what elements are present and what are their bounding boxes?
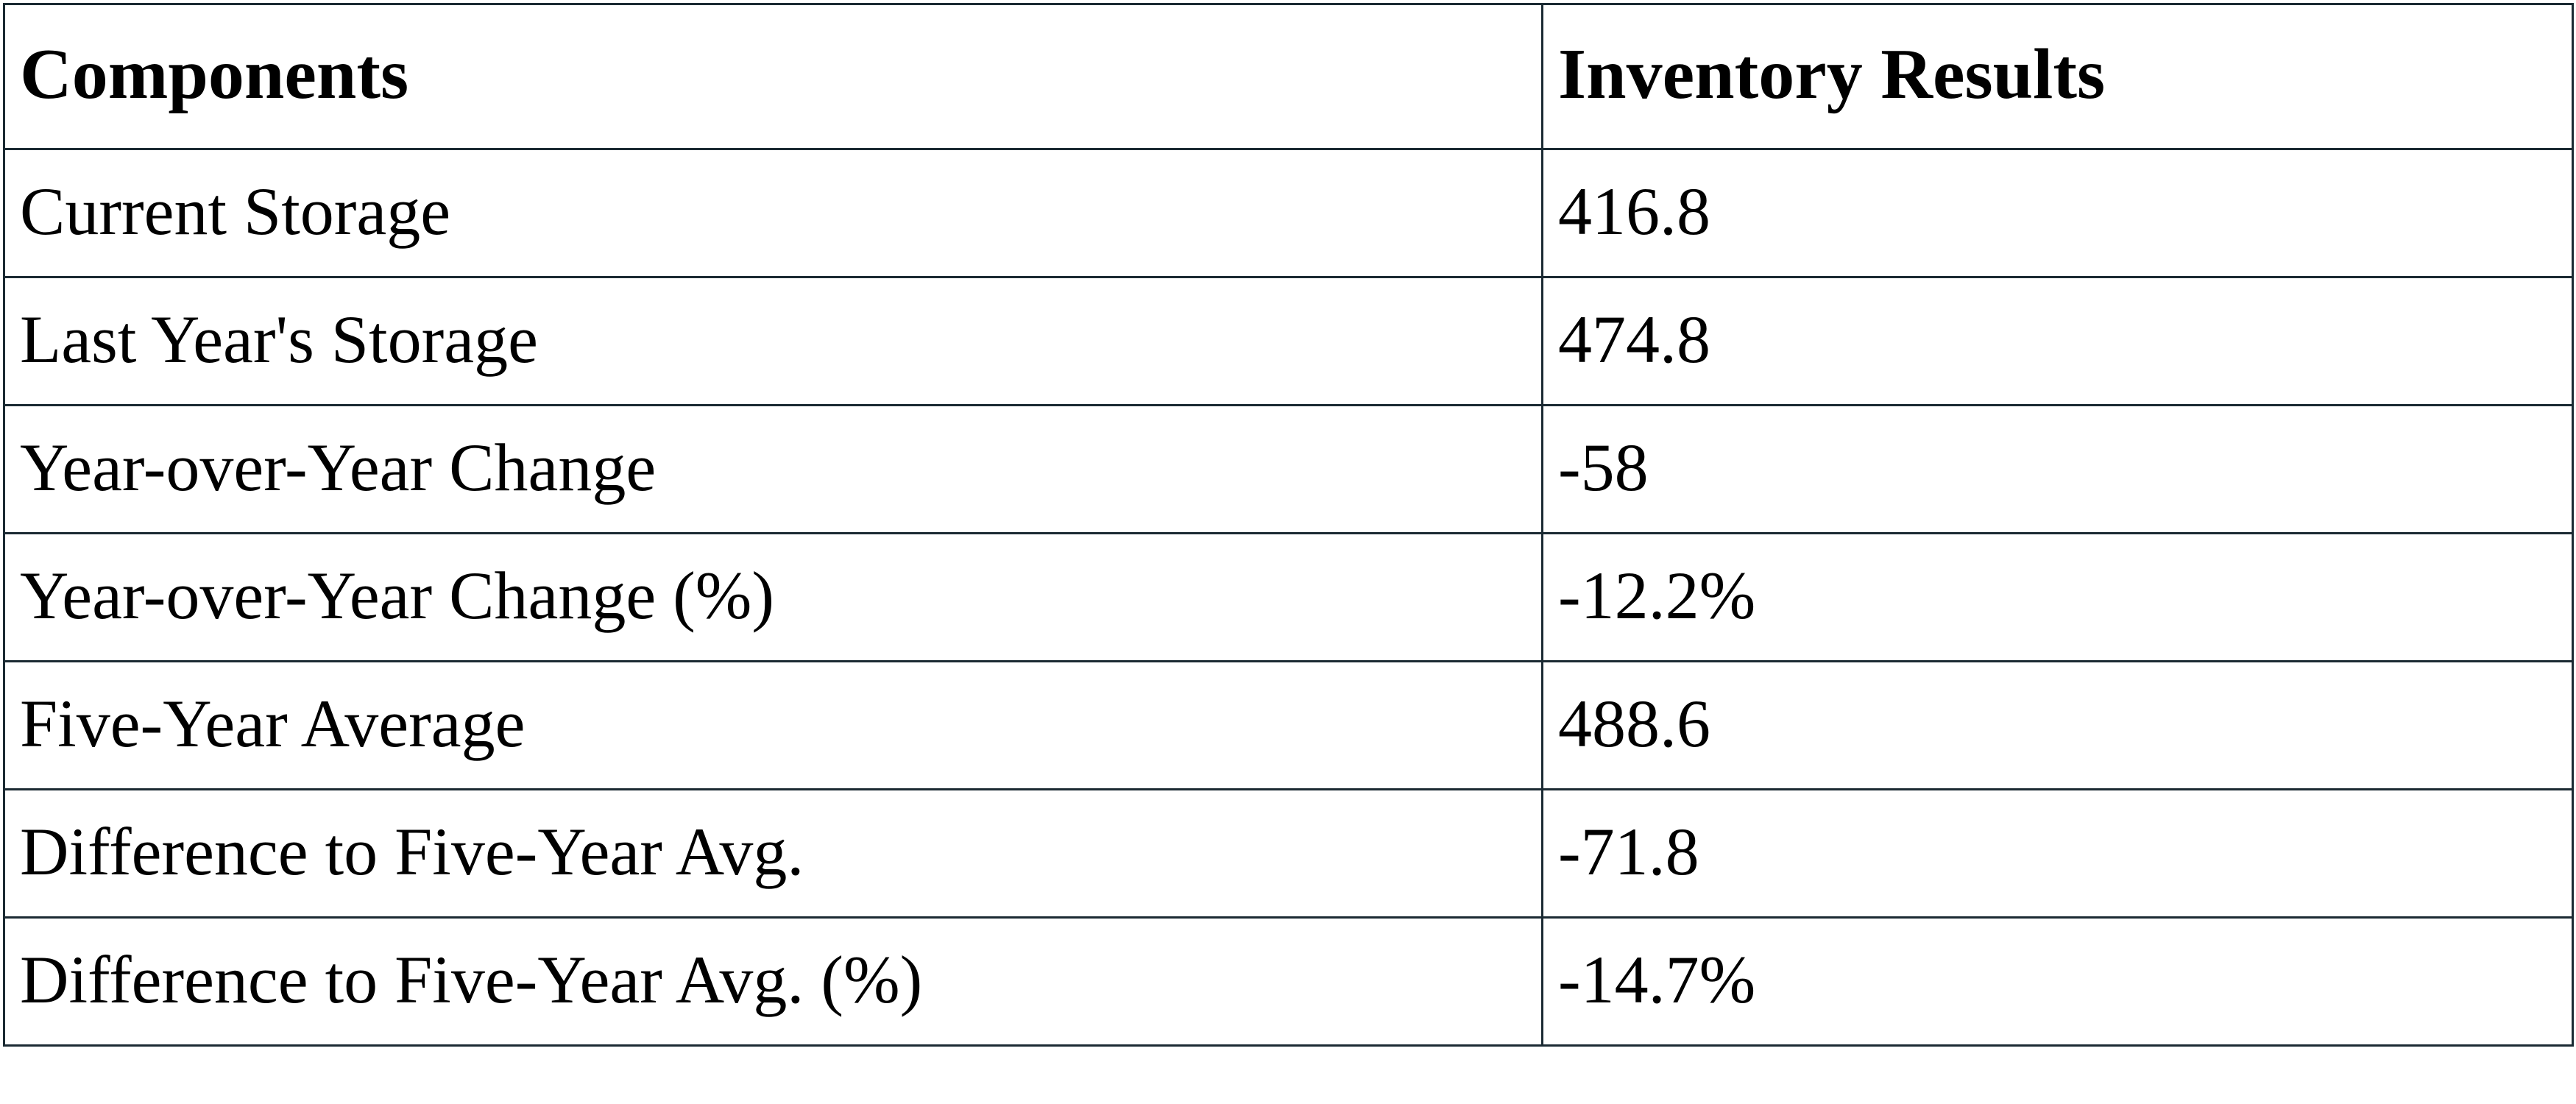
cell-value: 416.8 bbox=[1543, 149, 2573, 277]
column-header-inventory-results: Inventory Results bbox=[1543, 4, 2573, 149]
table-row bbox=[4, 534, 2573, 662]
cell-value: 474.8 bbox=[1543, 277, 2573, 406]
table-row bbox=[4, 406, 2573, 534]
cell-value: -71.8 bbox=[1543, 790, 2573, 918]
cell-component: Difference to Five-Year Avg. bbox=[4, 790, 1543, 918]
table-body bbox=[4, 149, 2573, 1046]
cell-component: Difference to Five-Year Avg. (%) bbox=[4, 918, 1543, 1046]
table-row bbox=[4, 918, 2573, 1046]
table-row bbox=[4, 662, 2573, 790]
inventory-results-table bbox=[3, 3, 2574, 1047]
cell-component: Year-over-Year Change (%) bbox=[4, 534, 1543, 662]
cell-component: Five-Year Average bbox=[4, 662, 1543, 790]
cell-value: -12.2% bbox=[1543, 534, 2573, 662]
table-header-row bbox=[4, 4, 2573, 149]
cell-component: Last Year's Storage bbox=[4, 277, 1543, 406]
cell-value: -58 bbox=[1543, 406, 2573, 534]
cell-component: Current Storage bbox=[4, 149, 1543, 277]
table-row bbox=[4, 277, 2573, 406]
column-header-components: Components bbox=[4, 4, 1543, 149]
table-header bbox=[4, 4, 2573, 149]
cell-component: Year-over-Year Change bbox=[4, 406, 1543, 534]
cell-value: 488.6 bbox=[1543, 662, 2573, 790]
table-row bbox=[4, 149, 2573, 277]
cell-value: -14.7% bbox=[1543, 918, 2573, 1046]
table-row bbox=[4, 790, 2573, 918]
